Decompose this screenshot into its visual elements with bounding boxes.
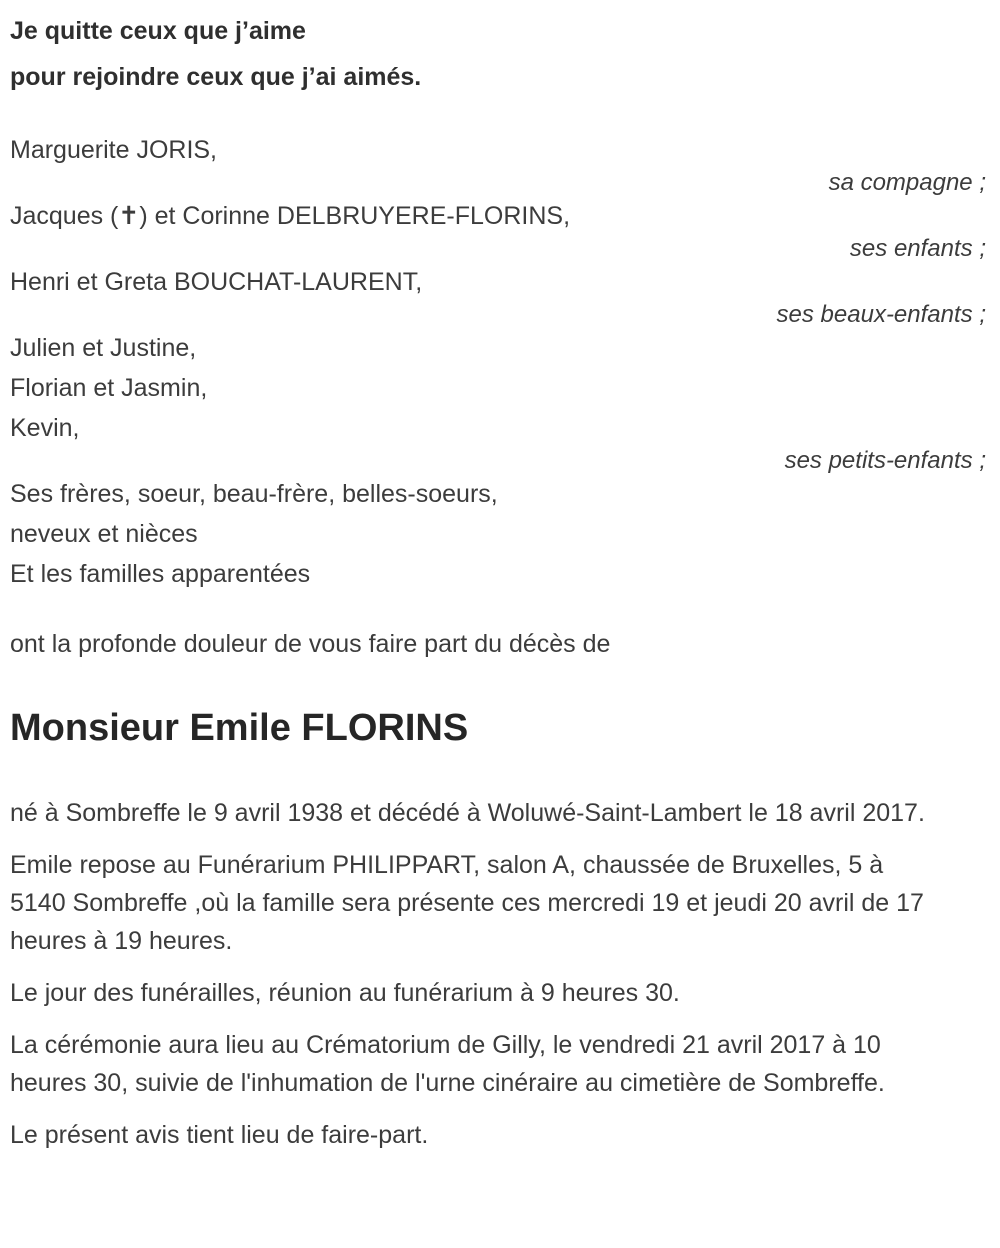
epitaph-line-1: Je quitte ceux que j’aime <box>10 17 306 45</box>
family-member-grandchild-2: Florian et Jasmin, <box>10 374 208 402</box>
family-member-grandchild-1: Julien et Justine, <box>10 334 197 362</box>
family-member-children-in-law: Henri et Greta BOUCHAT-LAURENT, <box>10 268 423 296</box>
funeral-meeting-paragraph: Le jour des funérailles, réunion au funérarium à 9 heures 30. <box>10 979 680 1007</box>
family-member-companion: Marguerite JORIS, <box>10 136 218 164</box>
family-extended-2: neveux et nièces <box>10 520 198 548</box>
family-member-children: Jacques (✝) et Corinne DELBRUYERE-FLORINS, <box>10 202 571 230</box>
deceased-name-heading: Monsieur Emile FLORINS <box>10 707 469 749</box>
repose-paragraph: Emile repose au Funérarium PHILIPPART, salon A, chaussée de Bruxelles, 5 à 5140 Sombreffe ,où la famille sera présente ces mercredi 19 et jeudi 20 avril de 17 heures à 19 heures. <box>10 851 924 955</box>
relation-label-children-in-law: ses beaux-enfants ; <box>776 301 986 328</box>
epitaph <box>10 8 986 100</box>
family-member-grandchild-3: Kevin, <box>10 414 80 442</box>
ceremony-paragraph: La cérémonie aura lieu au Crématorium de Gilly, le vendredi 21 avril 2017 à 10 heures 30, suivie de l'inhumation de l'urne cinéraire au cimetière de Sombreffe. <box>10 1031 885 1097</box>
announcement-line: ont la profonde douleur de vous faire part du décès de <box>10 630 611 658</box>
notice-body <box>10 794 986 1154</box>
family-extended-1: Ses frères, soeur, beau-frère, belles-soeurs, <box>10 480 498 508</box>
relation-label-children: ses enfants ; <box>849 235 986 262</box>
family-extended-3: Et les familles apparentées <box>10 560 311 588</box>
birth-death-paragraph: né à Sombreffe le 9 avril 1938 et décédé à Woluwé-Saint-Lambert le 18 avril 2017. <box>10 799 925 827</box>
faire-part-notice-paragraph: Le présent avis tient lieu de faire-part. <box>10 1121 429 1149</box>
relation-label-grandchildren: ses petits-enfants ; <box>784 447 986 474</box>
family-list <box>10 130 986 594</box>
relation-label-companion: sa compagne ; <box>828 169 986 196</box>
epitaph-line-2: pour rejoindre ceux que j’ai aimés. <box>10 63 422 91</box>
